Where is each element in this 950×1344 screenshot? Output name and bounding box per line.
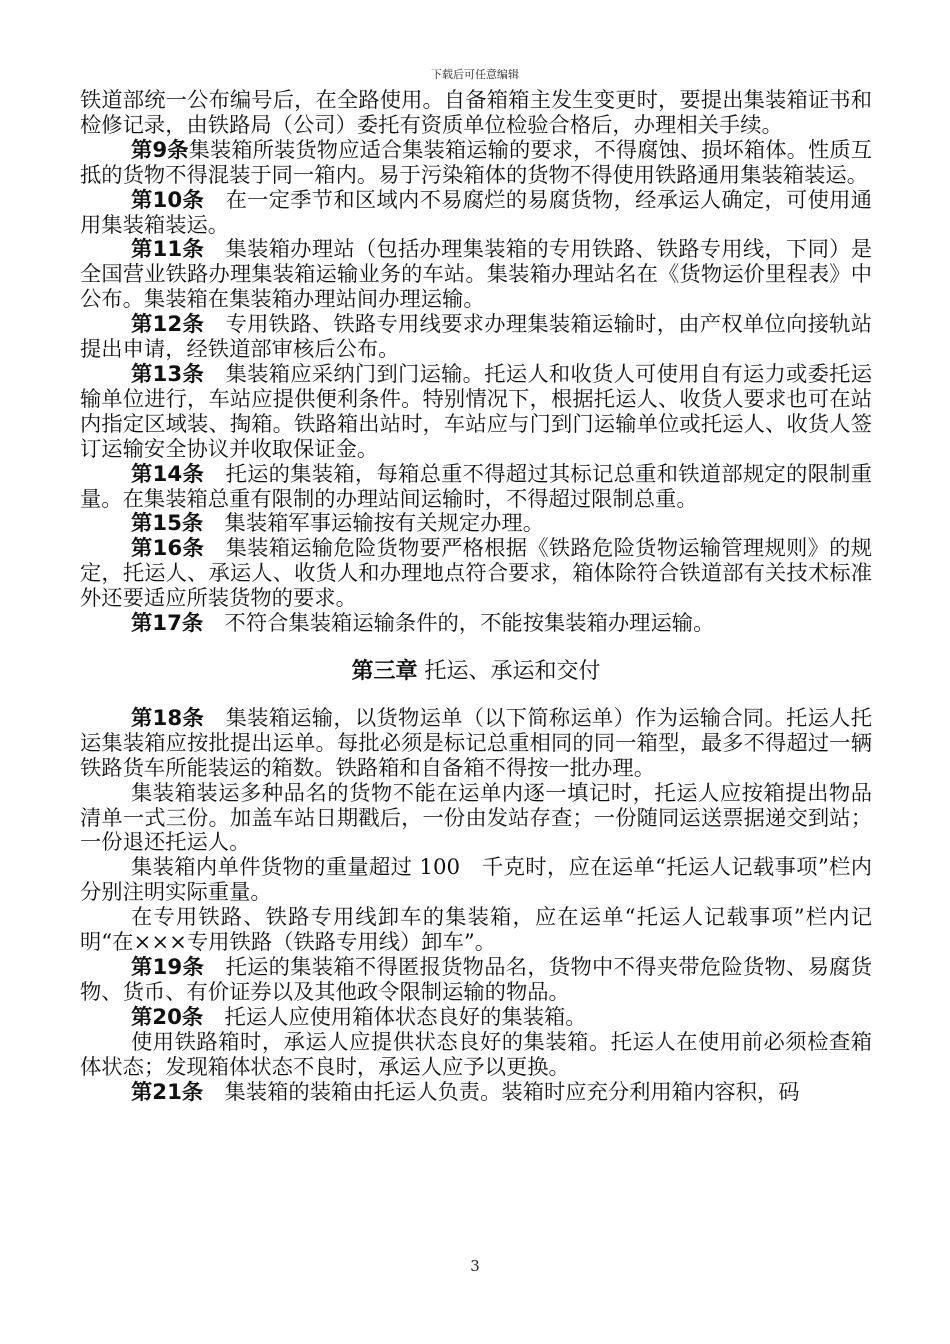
paragraph-text: 专用铁路、铁路专用线要求办理集装箱运输时，由产权单位向接轨站提出申请，经铁道部审核后公布。	[80, 312, 872, 363]
paragraph	[80, 313, 872, 363]
paragraph-text: 集装箱内单件货物的重量超过 100 千克时，应在运单“托运人记载事项”栏内分别注明实际重量。	[80, 855, 872, 906]
paragraph	[80, 1081, 872, 1106]
article-number: 第10条	[131, 187, 205, 213]
paragraph-text: 在一定季节和区域内不易腐烂的易腐货物，经承运人确定，可使用通用集装箱装运。	[80, 187, 872, 238]
chapter-heading	[80, 659, 872, 685]
paragraph	[80, 463, 872, 513]
article-number: 第15条	[131, 511, 204, 537]
page-number: 3	[470, 1257, 480, 1275]
article-number: 第14条	[131, 461, 205, 487]
paragraph	[80, 856, 872, 906]
paragraph	[80, 612, 872, 637]
paragraph-text: 托运人应使用箱体状态良好的集装箱。	[203, 1004, 587, 1030]
article-number: 第21条	[131, 1079, 204, 1105]
article-number: 第18条	[131, 705, 205, 731]
paragraph-text: 集装箱军事运输按有关规定办理。	[203, 511, 544, 537]
paragraph	[80, 782, 872, 857]
paragraph-text: 集装箱运输危险货物要严格根据《铁路危险货物运输管理规则》的规定，托运人、承运人、收货人和办理地点符合要求，箱体除符合铁道部有关技术标准外还要适应所装货物的要求。	[80, 536, 872, 612]
paragraph-text: 集装箱的装箱由托运人负责。装箱时应充分利用箱内容积，码	[203, 1079, 800, 1105]
article-number: 第16条	[131, 536, 205, 562]
paragraph	[80, 139, 872, 189]
paragraph	[80, 363, 872, 463]
paragraph-text: 集装箱装运多种品名的货物不能在运单内逐一填记时，托运人应按箱提出物品清单一式三份。加盖车站日期戳后，一份由发站存查；一份随同运送票据递交到站；一份退还托运人。	[80, 780, 872, 856]
paragraph-text: 托运的集装箱，每箱总重不得超过其标记总重和铁道部规定的限制重量。在集装箱总重有限制的办理站间运输时，不得超过限制总重。	[80, 461, 872, 512]
article-number: 第17条	[131, 611, 204, 637]
article-number: 第19条	[131, 955, 205, 980]
chapter-number: 第三章	[351, 658, 418, 684]
paragraph-text: 铁道部统一公布编号后，在全路使用。自备箱箱主发生变更时，要提出集装箱证书和检修记录，由铁路局（公司）委托有资质单位检验合格后，办理相关手续。	[80, 88, 872, 138]
paragraph-text: 集装箱所装货物应适合集装箱运输的要求，不得腐蚀、损坏箱体。性质互抵的货物不得混装于同一箱内。易于污染箱体的货物不得使用铁路通用集装箱装运。	[80, 137, 872, 188]
section-articles-top	[80, 89, 872, 637]
paragraph	[80, 537, 872, 612]
paragraph-text: 托运的集装箱不得匿报货物品名，货物中不得夹带危险货物、易腐货物、货币、有价证券以及其他政令限制运输的物品。	[80, 955, 872, 1005]
paragraph	[80, 189, 872, 239]
paragraph-text: 在专用铁路、铁路专用线卸车的集装箱，应在运单“托运人记载事项”栏内记明“在×××专用铁路（铁路专用线）卸车”。	[80, 905, 872, 956]
paragraph-text: 不符合集装箱运输条件的，不能按集装箱办理运输。	[203, 611, 715, 637]
paragraph	[80, 89, 872, 139]
paragraph	[80, 1031, 872, 1081]
paragraph	[80, 707, 872, 782]
article-number: 第13条	[131, 361, 205, 387]
paragraph-text: 使用铁路箱时，承运人应提供状态良好的集装箱。托运人在使用前必须检查箱体状态；发现箱体状态不良时，承运人应予以更换。	[80, 1029, 872, 1080]
page-header-note: 下载后可任意编辑	[431, 68, 519, 81]
paragraph	[80, 238, 872, 313]
article-number: 第11条	[131, 237, 205, 263]
article-number: 第9条	[131, 137, 189, 163]
paragraph	[80, 1006, 872, 1031]
paragraph-text: 集装箱应采纳门到门运输。托运人和收货人可使用自有运力或委托运输单位进行，车站应提供便利条件。特别情况下，根据托运人、收货人要求也可在站内指定区域装、掏箱。铁路箱出站时，车站应与门到门运输单位或托运人、收货人签订运输安全协议并收取保证金。	[80, 361, 872, 462]
chapter-title: 托运、承运和交付	[417, 658, 601, 684]
article-number: 第12条	[131, 312, 205, 338]
article-number: 第20条	[131, 1004, 204, 1030]
paragraph	[80, 906, 872, 956]
document-body	[80, 89, 872, 1105]
section-articles-bottom	[80, 707, 872, 1106]
paragraph	[80, 956, 872, 1006]
paragraph-text: 集装箱办理站（包括办理集装箱的专用铁路、铁路专用线，下同）是全国营业铁路办理集装箱运输业务的车站。集装箱办理站名在《货物运价里程表》中公布。集装箱在集装箱办理站间办理运输。	[80, 237, 872, 313]
paragraph-text: 集装箱运输，以货物运单（以下简称运单）作为运输合同。托运人托运集装箱应按批提出运单。每批必须是标记总重相同的同一箱型，最多不得超过一辆铁路货车所能装运的箱数。铁路箱和自备箱不得按一批办理。	[80, 705, 872, 781]
paragraph	[80, 512, 872, 537]
